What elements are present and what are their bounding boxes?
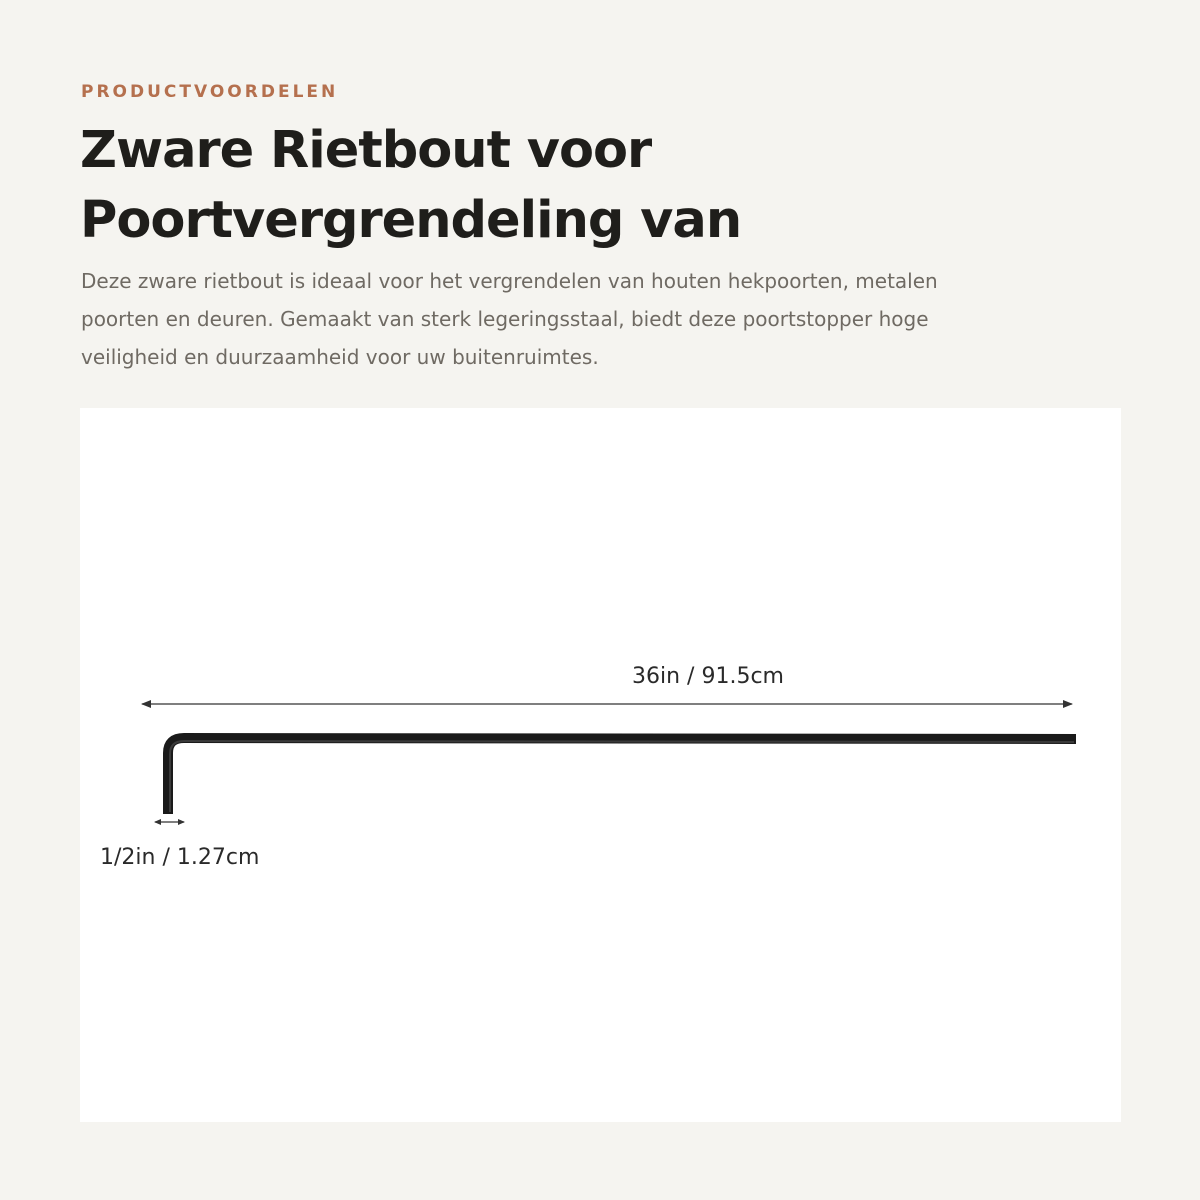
length-label: 36in / 91.5cm xyxy=(632,664,784,689)
section-eyebrow: PRODUCTVOORDELEN xyxy=(81,82,339,102)
description-line: Deze zware rietbout is ideaal voor het vergrendelen van houten hekpoorten, metalen xyxy=(81,269,938,293)
product-image xyxy=(80,408,1121,1122)
description-line: veiligheid en duurzaamheid voor uw buitenruimtes. xyxy=(81,345,599,369)
title-line: Zware Rietbout voor xyxy=(80,121,652,180)
width-label: 1/2in / 1.27cm xyxy=(100,845,260,870)
cane-bolt-diagram xyxy=(80,408,1121,1122)
page-title xyxy=(80,116,1140,256)
product-description xyxy=(81,262,1161,376)
cane-bolt-rod xyxy=(168,738,1076,814)
title-line: Poortvergrendeling van xyxy=(80,191,742,250)
description-line: poorten en deuren. Gemaakt van sterk legeringsstaal, biedt deze poortstopper hoge xyxy=(81,307,929,331)
